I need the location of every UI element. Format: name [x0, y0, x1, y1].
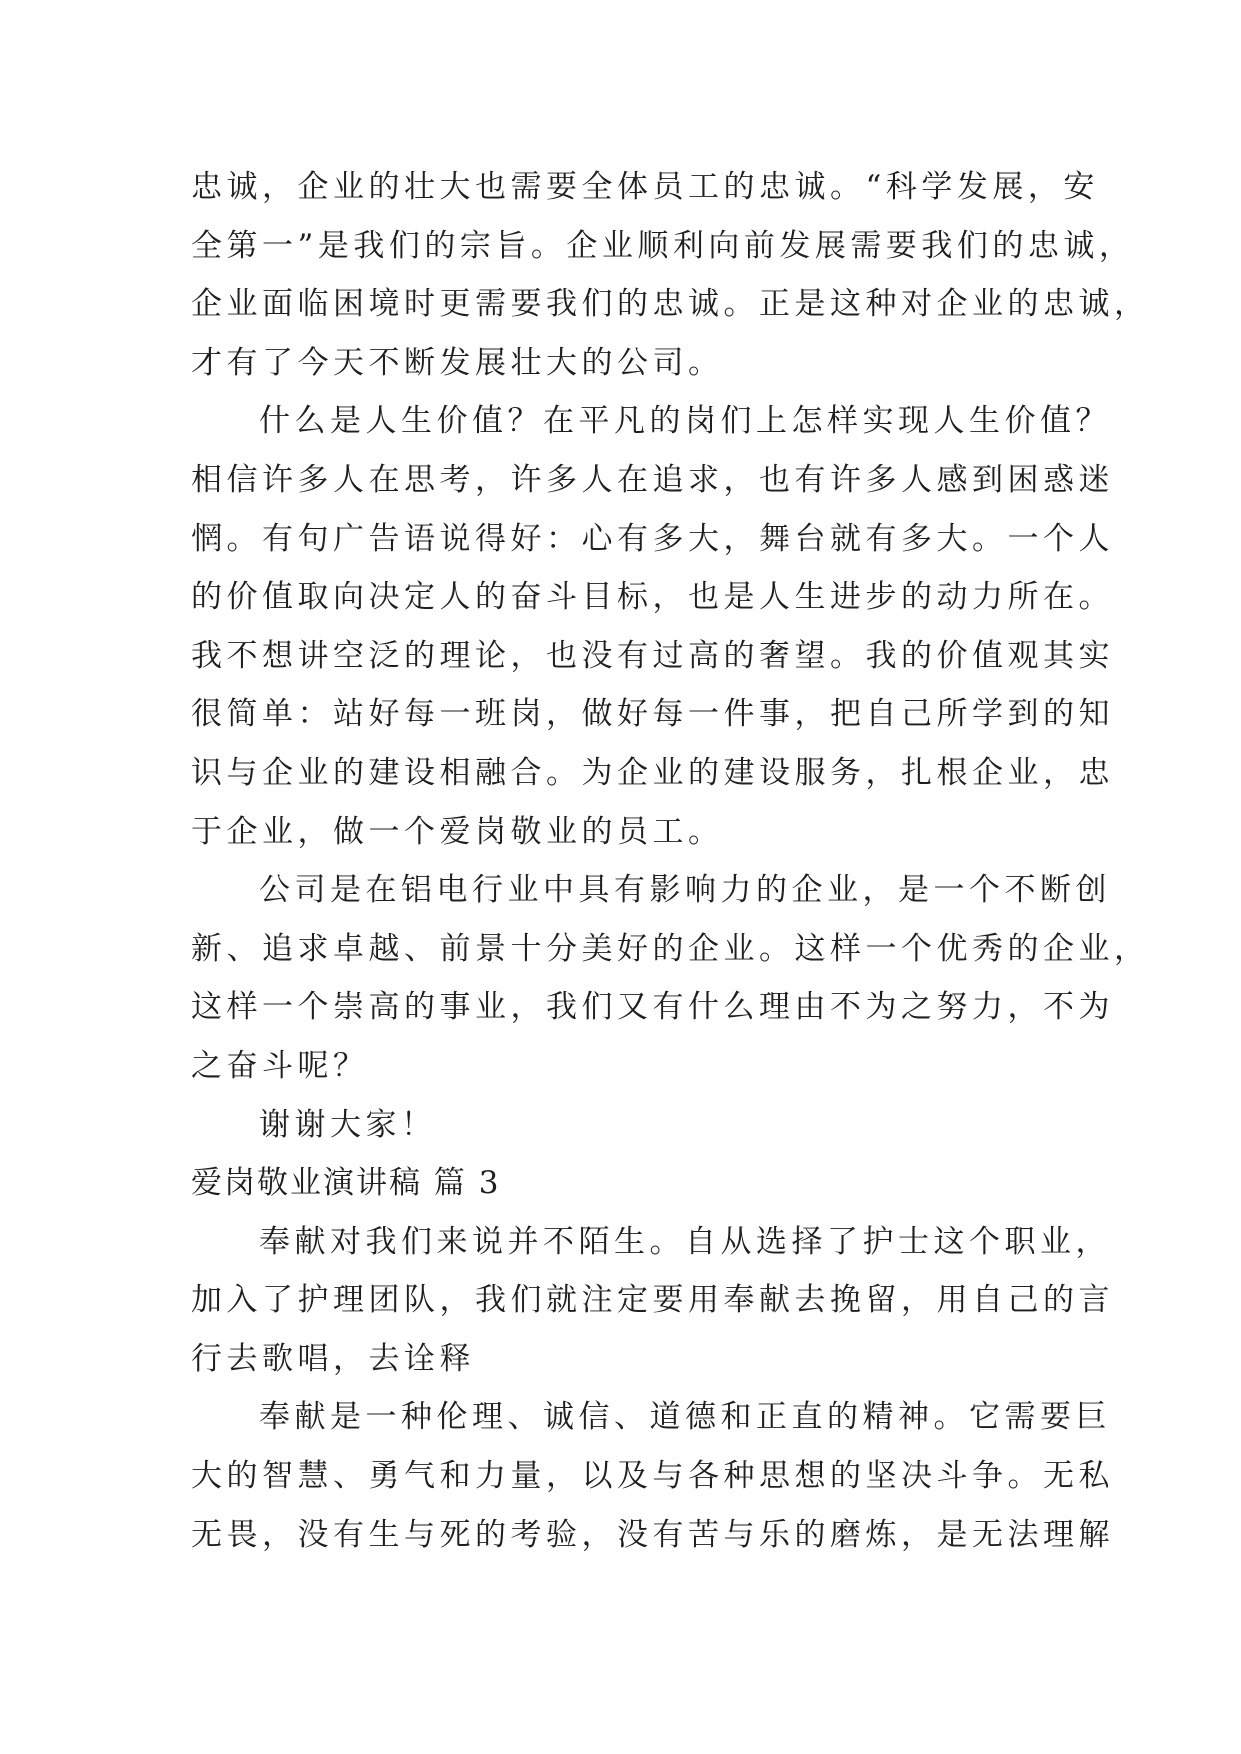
text-line: 相信许多人在思考，许多人在追求，也有许多人感到困惑迷 — [191, 461, 1114, 498]
document-body — [191, 158, 1150, 1564]
text-line: 于企业，做一个爱岗敬业的员工。 — [191, 813, 724, 850]
text-line: 才有了今天不断发展壮大的公司。 — [191, 344, 724, 381]
text-line: 识与企业的建设相融合。为企业的建设服务，扎根企业，忠 — [191, 754, 1114, 791]
paragraph-start-line: 奉献对我们来说并不陌生。自从选择了护士这个职业， — [259, 1223, 1111, 1260]
text-line: 之奋斗呢？ — [191, 1047, 369, 1084]
text-line: 我不想讲空泛的理论，也没有过高的奢望。我的价值观其实 — [191, 637, 1114, 674]
text-line: 大的智慧、勇气和力量，以及与各种思想的坚决斗争。无私 — [191, 1458, 1114, 1495]
paragraph-start-line: 什么是人生价值？在平凡的岗们上怎样实现人生价值？ — [259, 403, 1111, 440]
text-line: 的价值取向决定人的奋斗目标，也是人生进步的动力所在。 — [191, 579, 1114, 616]
text-line: 这样一个崇高的事业，我们又有什么理由不为之努力，不为 — [191, 989, 1114, 1026]
paragraph-start-line: 公司是在铝电行业中具有影响力的企业，是一个不断创 — [259, 872, 1111, 909]
text-line: 忠诚，企业的壮大也需要全体员工的忠诚。“科学发展，安 — [191, 169, 1099, 205]
text-line: 惘。有句广告语说得好：心有多大，舞台就有多大。一个人 — [191, 520, 1114, 557]
text-line: 无畏，没有生与死的考验，没有苦与乐的磨炼，是无法理解 — [191, 1516, 1114, 1553]
text-line: 新、追求卓越、前景十分美好的企业。这样一个优秀的企业， — [191, 930, 1150, 967]
text-line: 很简单：站好每一班岗，做好每一件事，把自己所学到的知 — [191, 696, 1114, 733]
text-line: 行去歌唱，去诠释 — [191, 1340, 475, 1377]
text-line: 全第一”是我们的宗旨。企业顺利向前发展需要我们的忠诚， — [191, 227, 1135, 264]
closing-line: 谢谢大家！ — [259, 1106, 437, 1143]
text-line: 企业面临困境时更需要我们的忠诚。正是这种对企业的忠诚， — [191, 286, 1150, 323]
section-heading: 爱岗敬业演讲稿 篇 3 — [191, 1165, 501, 1202]
text-line: 加入了护理团队，我们就注定要用奉献去挽留，用自己的言 — [191, 1282, 1114, 1319]
paragraph-start-line: 奉献是一种伦理、诚信、道德和正直的精神。它需要巨 — [259, 1399, 1111, 1436]
